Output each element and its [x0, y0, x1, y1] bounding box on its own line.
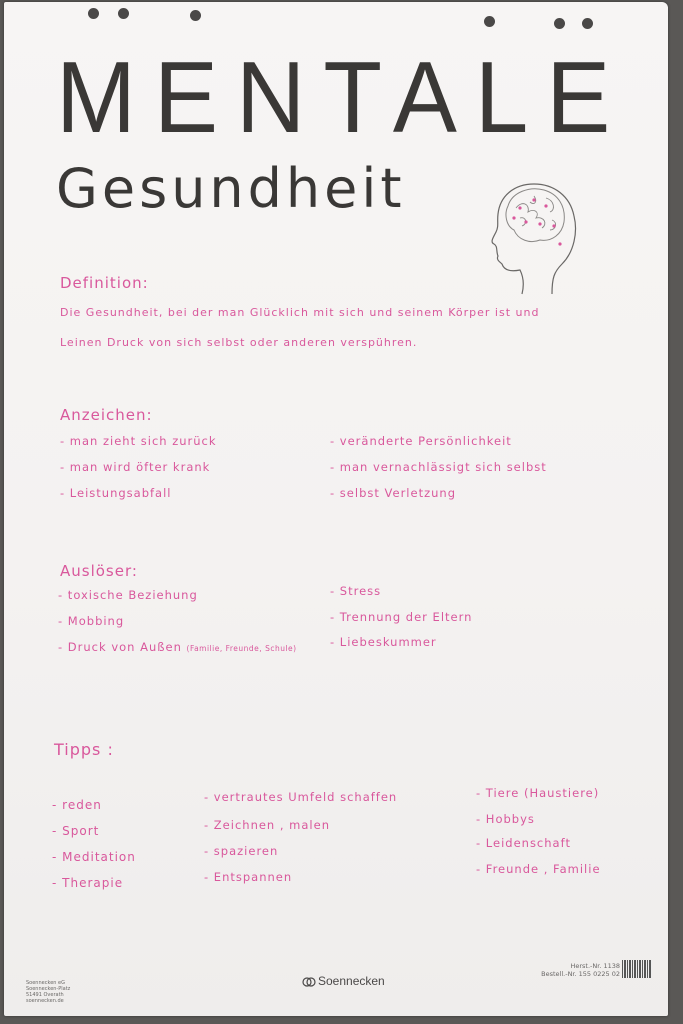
- footer-address-line: Soennecken-Platz: [26, 986, 71, 992]
- ausloeser-heading: Auslöser:: [60, 562, 138, 580]
- ausloeser-item: - Stress: [330, 584, 382, 598]
- definition-heading: Definition:: [60, 274, 149, 292]
- punch-hole: [190, 10, 201, 21]
- punch-hole: [554, 18, 565, 29]
- tipps-item: - Zeichnen , malen: [204, 818, 330, 832]
- footer-address-line: soennecken.de: [26, 998, 64, 1004]
- anzeichen-item: - man vernachlässigt sich selbst: [330, 460, 547, 474]
- tipps-item: - Tiere (Haustiere): [476, 786, 600, 800]
- footer-address: [26, 980, 70, 1004]
- tipps-heading: Tipps :: [54, 740, 114, 759]
- page-title: MENTALE: [56, 41, 629, 155]
- tipps-item: - spazieren: [204, 844, 279, 858]
- footer-product-info: [528, 962, 620, 978]
- tipps-item: - reden: [52, 798, 102, 812]
- footer-brand-name: Soennecken: [318, 974, 385, 988]
- ausloeser-item-note: (Familie, Freunde, Schule): [186, 644, 297, 653]
- tipps-item: - vertrautes Umfeld schaffen: [204, 790, 398, 804]
- ausloeser-item: [58, 640, 297, 654]
- tipps-item: - Meditation: [52, 850, 136, 864]
- footer-herst-nr: Herst.-Nr. 1138: [570, 962, 620, 970]
- anzeichen-item: - man zieht sich zurück: [60, 434, 217, 448]
- tipps-item: - Therapie: [52, 876, 124, 890]
- barcode-icon: [622, 960, 652, 978]
- ausloeser-item: - Mobbing: [58, 614, 125, 628]
- anzeichen-heading: Anzeichen:: [60, 406, 153, 424]
- page-subtitle: Gesundheit: [56, 157, 406, 220]
- head-with-brain-icon: [490, 178, 586, 298]
- anzeichen-item: - Leistungsabfall: [60, 486, 172, 500]
- footer-address-line: Soennecken eG: [26, 980, 65, 986]
- anzeichen-item: - selbst Verletzung: [330, 486, 456, 500]
- punch-hole: [118, 8, 129, 19]
- footer-brand: [302, 974, 385, 988]
- soennecken-logo-icon: [302, 977, 316, 987]
- punch-hole: [582, 18, 593, 29]
- punch-hole: [484, 16, 495, 27]
- definition-text-line: Die Gesundheit, bei der man Glücklich mit sich und seinem Körper ist und: [60, 306, 540, 319]
- ausloeser-item-text: - Druck von Außen: [58, 640, 182, 654]
- ausloeser-item: - toxische Beziehung: [58, 588, 198, 602]
- ausloeser-item: - Liebeskummer: [330, 635, 437, 649]
- ausloeser-item: - Trennung der Eltern: [330, 610, 473, 624]
- punch-hole: [88, 8, 99, 19]
- tipps-item: - Leidenschaft: [476, 836, 571, 850]
- footer-bestell-nr: Bestell.-Nr. 155 0225 02: [541, 970, 620, 978]
- tipps-item: - Entspannen: [204, 870, 293, 884]
- footer-address-line: 51491 Overath: [26, 992, 64, 998]
- tipps-item: - Hobbys: [476, 812, 535, 826]
- tipps-item: - Freunde , Familie: [476, 862, 601, 876]
- anzeichen-item: - veränderte Persönlichkeit: [330, 434, 512, 448]
- tipps-item: - Sport: [52, 824, 100, 838]
- flipchart-sheet: [4, 2, 668, 1016]
- definition-text-line: Leinen Druck von sich selbst oder anderen verspühren.: [60, 336, 418, 349]
- anzeichen-item: - man wird öfter krank: [60, 460, 211, 474]
